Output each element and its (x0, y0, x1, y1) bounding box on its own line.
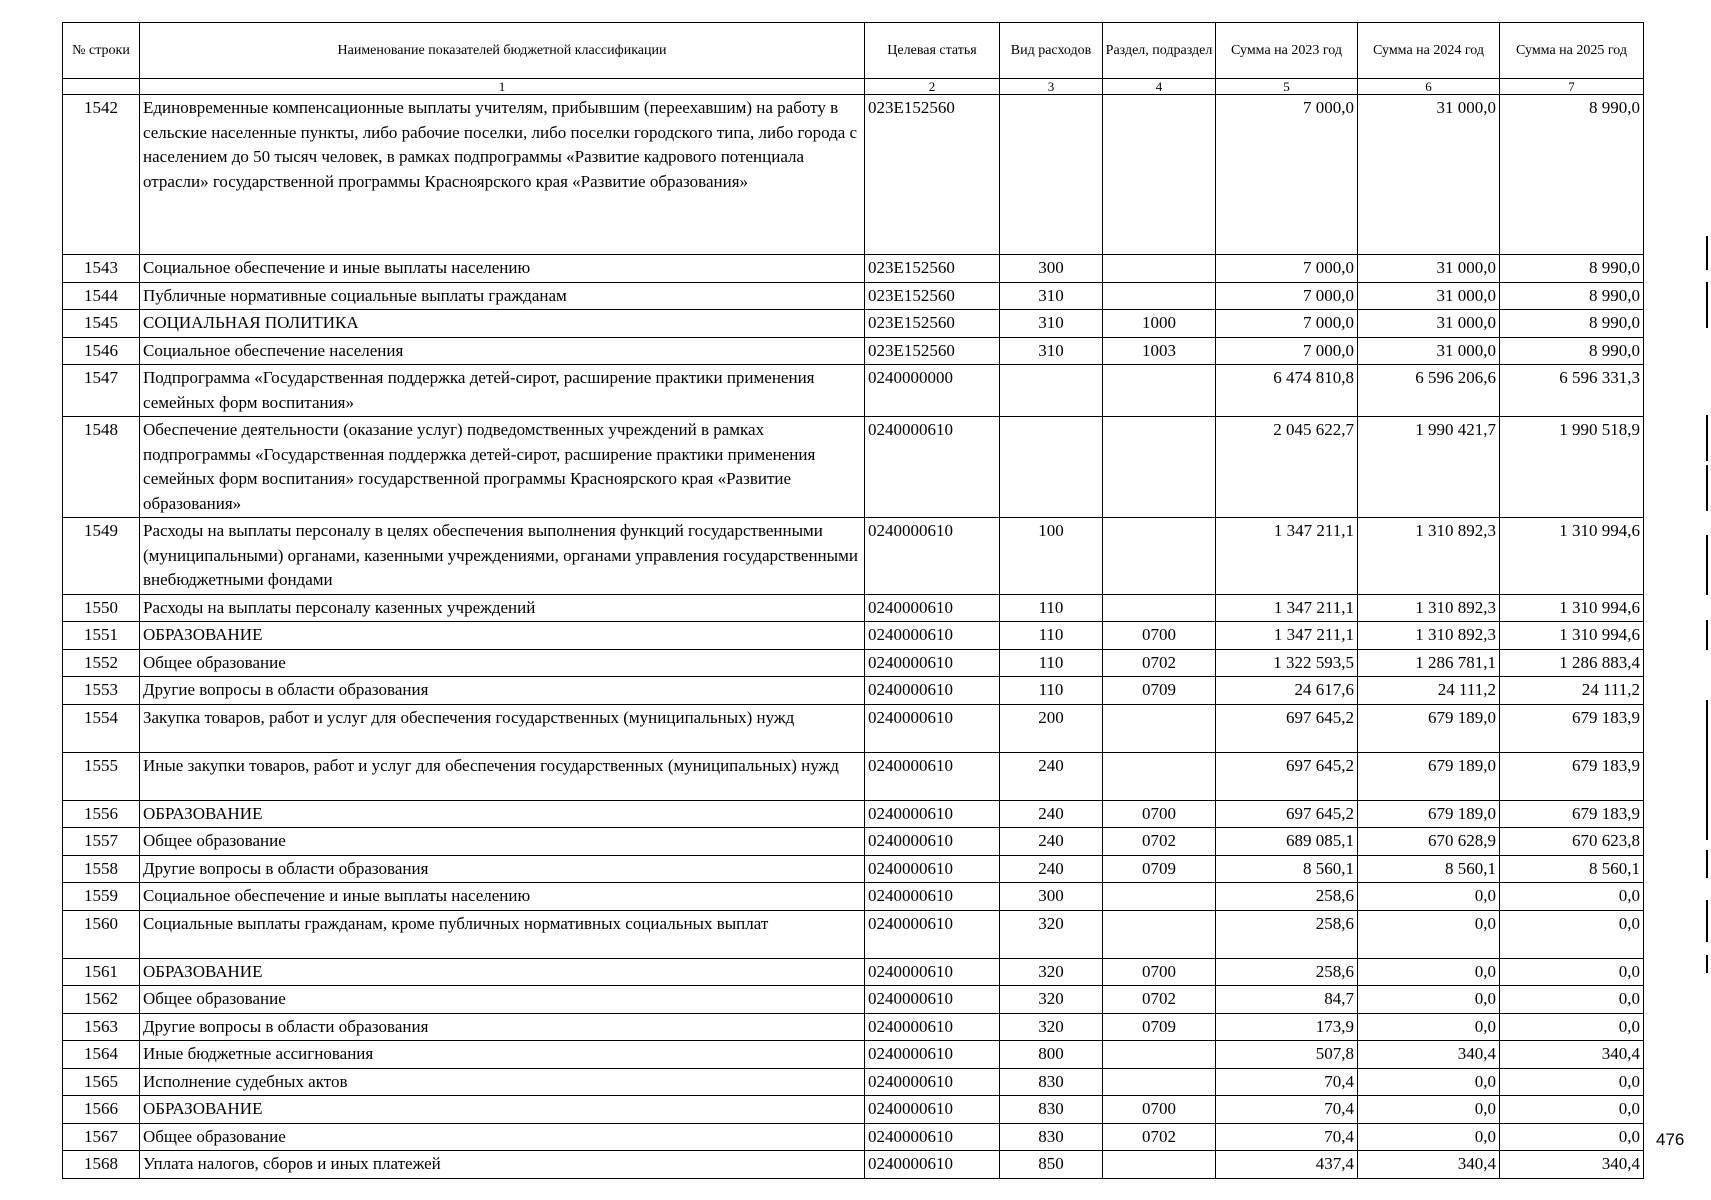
sum-2025: 8 990,0 (1500, 255, 1644, 283)
sum-2023: 689 085,1 (1216, 828, 1358, 856)
sum-2025: 8 990,0 (1500, 282, 1644, 310)
sum-2023: 7 000,0 (1216, 255, 1358, 283)
target-article: 0240000610 (865, 828, 1000, 856)
table-row (63, 752, 1644, 800)
sum-2025: 0,0 (1500, 1123, 1644, 1151)
expense-type: 100 (1000, 518, 1103, 595)
margin-mark (1706, 900, 1708, 942)
sum-2024: 679 189,0 (1358, 800, 1500, 828)
row-number: 1547 (63, 365, 140, 417)
section-code: 0702 (1103, 649, 1216, 677)
section-code (1103, 1068, 1216, 1096)
row-number: 1568 (63, 1151, 140, 1179)
table-row (63, 828, 1644, 856)
target-article: 023E152560 (865, 255, 1000, 283)
indicator-name: Единовременные компенсационные выплаты учителям, прибывшим (переехавшим) на работу в сельские населенные пункты, либо рабочие поселки, либо поселки городского типа, либо города с населением до 50 тысяч человек, в рамках подпрограммы «Развитие кадрового потенциала отрасли» государственной программы Красноярского края «Развитие образования» (140, 95, 865, 255)
expense-type: 800 (1000, 1041, 1103, 1069)
sum-2025: 0,0 (1500, 958, 1644, 986)
section-code (1103, 883, 1216, 911)
table-row (63, 594, 1644, 622)
indicator-name: Другие вопросы в области образования (140, 1013, 865, 1041)
header-name: Наименование показателей бюджетной классификации (140, 23, 865, 79)
indicator-name: Социальное обеспечение и иные выплаты населению (140, 883, 865, 911)
sum-2024: 31 000,0 (1358, 95, 1500, 255)
sum-2023: 258,6 (1216, 958, 1358, 986)
sum-2023: 8 560,1 (1216, 855, 1358, 883)
margin-mark (1706, 415, 1708, 461)
section-code (1103, 1151, 1216, 1179)
expense-type: 200 (1000, 704, 1103, 752)
indicator-name: Другие вопросы в области образования (140, 677, 865, 705)
row-number: 1543 (63, 255, 140, 283)
section-code (1103, 752, 1216, 800)
sum-2023: 7 000,0 (1216, 310, 1358, 338)
sum-2025: 6 596 331,3 (1500, 365, 1644, 417)
table-row (63, 282, 1644, 310)
section-code: 0709 (1103, 855, 1216, 883)
table-row (63, 1151, 1644, 1179)
sum-2024: 31 000,0 (1358, 282, 1500, 310)
sum-2023: 2 045 622,7 (1216, 417, 1358, 518)
sum-2023: 1 322 593,5 (1216, 649, 1358, 677)
header-section: Раздел, подраздел (1103, 23, 1216, 79)
header-sum-2024: Сумма на 2024 год (1358, 23, 1500, 79)
sum-2023: 70,4 (1216, 1123, 1358, 1151)
expense-type: 850 (1000, 1151, 1103, 1179)
indicator-name: ОБРАЗОВАНИЕ (140, 800, 865, 828)
header-sum-2023: Сумма на 2023 год (1216, 23, 1358, 79)
target-article: 0240000610 (865, 649, 1000, 677)
indicator-name: Общее образование (140, 828, 865, 856)
header-row-no: № строки (63, 23, 140, 79)
table-row (63, 1013, 1644, 1041)
table-row (63, 883, 1644, 911)
margin-mark (1706, 620, 1708, 650)
row-number: 1551 (63, 622, 140, 650)
indicator-name: СОЦИАЛЬНАЯ ПОЛИТИКА (140, 310, 865, 338)
indicator-name: Иные бюджетные ассигнования (140, 1041, 865, 1069)
header-sum-2025: Сумма на 2025 год (1500, 23, 1644, 79)
expense-type: 310 (1000, 310, 1103, 338)
expense-type: 110 (1000, 677, 1103, 705)
section-code: 1003 (1103, 337, 1216, 365)
table-row (63, 958, 1644, 986)
sum-2024: 0,0 (1358, 1068, 1500, 1096)
table-row (63, 1068, 1644, 1096)
sum-2023: 7 000,0 (1216, 95, 1358, 255)
expense-type (1000, 365, 1103, 417)
section-code (1103, 1041, 1216, 1069)
indicator-name: Подпрограмма «Государственная поддержка детей-сирот, расширение практики применения семейных форм воспитания» (140, 365, 865, 417)
sum-2023: 70,4 (1216, 1068, 1358, 1096)
colnum: 5 (1216, 79, 1358, 95)
row-number: 1560 (63, 910, 140, 958)
sum-2023: 697 645,2 (1216, 752, 1358, 800)
row-number: 1545 (63, 310, 140, 338)
table-row (63, 855, 1644, 883)
margin-mark (1706, 282, 1708, 328)
sum-2024: 31 000,0 (1358, 255, 1500, 283)
expense-type: 830 (1000, 1096, 1103, 1124)
sum-2025: 0,0 (1500, 910, 1644, 958)
sum-2023: 7 000,0 (1216, 337, 1358, 365)
sum-2025: 0,0 (1500, 1068, 1644, 1096)
section-code: 0700 (1103, 1096, 1216, 1124)
sum-2023: 697 645,2 (1216, 800, 1358, 828)
expense-type: 830 (1000, 1068, 1103, 1096)
indicator-name: Общее образование (140, 1123, 865, 1151)
row-number: 1564 (63, 1041, 140, 1069)
target-article: 0240000610 (865, 1013, 1000, 1041)
row-number: 1559 (63, 883, 140, 911)
sum-2025: 8 560,1 (1500, 855, 1644, 883)
colnum: 2 (865, 79, 1000, 95)
indicator-name: Публичные нормативные социальные выплаты гражданам (140, 282, 865, 310)
expense-type: 110 (1000, 594, 1103, 622)
table-row (63, 677, 1644, 705)
indicator-name: Общее образование (140, 986, 865, 1014)
expense-type: 310 (1000, 337, 1103, 365)
target-article: 023E152560 (865, 282, 1000, 310)
row-number: 1552 (63, 649, 140, 677)
colnum: 4 (1103, 79, 1216, 95)
sum-2023: 84,7 (1216, 986, 1358, 1014)
indicator-name: Социальное обеспечение населения (140, 337, 865, 365)
sum-2024: 679 189,0 (1358, 704, 1500, 752)
indicator-name: Другие вопросы в области образования (140, 855, 865, 883)
target-article: 023E152560 (865, 310, 1000, 338)
section-code: 0700 (1103, 958, 1216, 986)
row-number: 1566 (63, 1096, 140, 1124)
sum-2024: 340,4 (1358, 1041, 1500, 1069)
table-row (63, 417, 1644, 518)
expense-type: 320 (1000, 986, 1103, 1014)
row-number: 1567 (63, 1123, 140, 1151)
sum-2024: 31 000,0 (1358, 310, 1500, 338)
row-number: 1556 (63, 800, 140, 828)
table-row (63, 1041, 1644, 1069)
row-number: 1557 (63, 828, 140, 856)
target-article: 0240000610 (865, 594, 1000, 622)
sum-2024: 679 189,0 (1358, 752, 1500, 800)
header-row (63, 23, 1644, 79)
target-article: 0240000610 (865, 417, 1000, 518)
margin-mark (1706, 850, 1708, 878)
sum-2024: 8 560,1 (1358, 855, 1500, 883)
sum-2024: 0,0 (1358, 1096, 1500, 1124)
section-code (1103, 594, 1216, 622)
row-number: 1554 (63, 704, 140, 752)
expense-type: 240 (1000, 855, 1103, 883)
indicator-name: Исполнение судебных актов (140, 1068, 865, 1096)
sum-2025: 1 990 518,9 (1500, 417, 1644, 518)
section-code (1103, 95, 1216, 255)
page-number: 476 (1656, 1130, 1685, 1149)
sum-2025: 0,0 (1500, 883, 1644, 911)
sum-2025: 340,4 (1500, 1041, 1644, 1069)
section-code (1103, 255, 1216, 283)
section-code (1103, 518, 1216, 595)
margin-mark (1706, 535, 1708, 595)
margin-mark (1706, 465, 1708, 511)
target-article: 0240000610 (865, 910, 1000, 958)
section-code: 0702 (1103, 986, 1216, 1014)
row-number: 1561 (63, 958, 140, 986)
sum-2025: 679 183,9 (1500, 704, 1644, 752)
sum-2023: 258,6 (1216, 883, 1358, 911)
table-row (63, 704, 1644, 752)
section-code: 0709 (1103, 677, 1216, 705)
sum-2025: 670 623,8 (1500, 828, 1644, 856)
expense-type: 300 (1000, 883, 1103, 911)
sum-2024: 0,0 (1358, 910, 1500, 958)
indicator-name: ОБРАЗОВАНИЕ (140, 622, 865, 650)
sum-2023: 1 347 211,1 (1216, 594, 1358, 622)
sum-2023: 697 645,2 (1216, 704, 1358, 752)
sum-2025: 8 990,0 (1500, 95, 1644, 255)
indicator-name: Социальные выплаты гражданам, кроме публичных нормативных социальных выплат (140, 910, 865, 958)
target-article: 0240000610 (865, 1151, 1000, 1179)
target-article: 0240000610 (865, 1041, 1000, 1069)
indicator-name: Расходы на выплаты персоналу в целях обеспечения выполнения функций государственными (муниципальными) органами, казенными учреждениями, органами управления государственными внебюджетными фондами (140, 518, 865, 595)
budget-table (62, 22, 1644, 1179)
expense-type (1000, 95, 1103, 255)
table-row (63, 255, 1644, 283)
expense-type: 240 (1000, 800, 1103, 828)
sum-2025: 24 111,2 (1500, 677, 1644, 705)
sum-2025: 8 990,0 (1500, 310, 1644, 338)
sum-2024: 0,0 (1358, 883, 1500, 911)
row-number: 1553 (63, 677, 140, 705)
target-article: 0240000610 (865, 1068, 1000, 1096)
table-row (63, 95, 1644, 255)
sum-2024: 1 310 892,3 (1358, 518, 1500, 595)
sum-2024: 0,0 (1358, 1013, 1500, 1041)
expense-type: 240 (1000, 752, 1103, 800)
sum-2024: 1 990 421,7 (1358, 417, 1500, 518)
target-article: 0240000610 (865, 518, 1000, 595)
row-number: 1550 (63, 594, 140, 622)
row-number: 1546 (63, 337, 140, 365)
table-row (63, 622, 1644, 650)
table-row (63, 310, 1644, 338)
sum-2025: 1 310 994,6 (1500, 594, 1644, 622)
sum-2023: 1 347 211,1 (1216, 518, 1358, 595)
margin-mark (1706, 700, 1708, 840)
table-row (63, 1096, 1644, 1124)
target-article: 0240000610 (865, 800, 1000, 828)
sum-2023: 173,9 (1216, 1013, 1358, 1041)
indicator-name: Иные закупки товаров, работ и услуг для обеспечения государственных (муниципальных) нужд (140, 752, 865, 800)
indicator-name: Закупка товаров, работ и услуг для обеспечения государственных (муниципальных) нужд (140, 704, 865, 752)
sum-2025: 0,0 (1500, 1013, 1644, 1041)
colnum: 6 (1358, 79, 1500, 95)
row-number: 1548 (63, 417, 140, 518)
sum-2023: 7 000,0 (1216, 282, 1358, 310)
target-article: 0240000610 (865, 677, 1000, 705)
section-code (1103, 417, 1216, 518)
sum-2024: 1 310 892,3 (1358, 594, 1500, 622)
sum-2025: 0,0 (1500, 1096, 1644, 1124)
sum-2024: 24 111,2 (1358, 677, 1500, 705)
section-code (1103, 910, 1216, 958)
row-number: 1558 (63, 855, 140, 883)
sum-2024: 0,0 (1358, 1123, 1500, 1151)
colnum (63, 79, 140, 95)
sum-2024: 6 596 206,6 (1358, 365, 1500, 417)
sum-2024: 31 000,0 (1358, 337, 1500, 365)
table-row (63, 1123, 1644, 1151)
header-target: Целевая статья (865, 23, 1000, 79)
target-article: 0240000000 (865, 365, 1000, 417)
sum-2025: 679 183,9 (1500, 752, 1644, 800)
expense-type: 320 (1000, 1013, 1103, 1041)
row-number: 1555 (63, 752, 140, 800)
row-number: 1563 (63, 1013, 140, 1041)
row-number: 1562 (63, 986, 140, 1014)
margin-mark (1706, 955, 1708, 973)
sum-2023: 437,4 (1216, 1151, 1358, 1179)
section-code: 0700 (1103, 622, 1216, 650)
sum-2024: 670 628,9 (1358, 828, 1500, 856)
indicator-name: Социальное обеспечение и иные выплаты населению (140, 255, 865, 283)
sum-2023: 24 617,6 (1216, 677, 1358, 705)
sum-2024: 0,0 (1358, 958, 1500, 986)
sum-2023: 507,8 (1216, 1041, 1358, 1069)
target-article: 0240000610 (865, 1123, 1000, 1151)
target-article: 023E152560 (865, 95, 1000, 255)
sum-2025: 1 310 994,6 (1500, 518, 1644, 595)
table-row (63, 365, 1644, 417)
sum-2025: 679 183,9 (1500, 800, 1644, 828)
colnum: 1 (140, 79, 865, 95)
sum-2024: 1 286 781,1 (1358, 649, 1500, 677)
margin-mark (1706, 236, 1708, 270)
target-article: 0240000610 (865, 752, 1000, 800)
indicator-name: Расходы на выплаты персоналу казенных учреждений (140, 594, 865, 622)
sum-2025: 0,0 (1500, 986, 1644, 1014)
indicator-name: ОБРАЗОВАНИЕ (140, 958, 865, 986)
indicator-name: ОБРАЗОВАНИЕ (140, 1096, 865, 1124)
row-number: 1549 (63, 518, 140, 595)
expense-type: 320 (1000, 910, 1103, 958)
expense-type: 110 (1000, 649, 1103, 677)
target-article: 0240000610 (865, 622, 1000, 650)
section-code (1103, 704, 1216, 752)
indicator-name: Уплата налогов, сборов и иных платежей (140, 1151, 865, 1179)
target-article: 0240000610 (865, 704, 1000, 752)
expense-type: 110 (1000, 622, 1103, 650)
sum-2024: 0,0 (1358, 986, 1500, 1014)
section-code: 1000 (1103, 310, 1216, 338)
section-code (1103, 282, 1216, 310)
sum-2025: 8 990,0 (1500, 337, 1644, 365)
table-row (63, 986, 1644, 1014)
sum-2023: 70,4 (1216, 1096, 1358, 1124)
row-number: 1544 (63, 282, 140, 310)
target-article: 0240000610 (865, 986, 1000, 1014)
sum-2023: 1 347 211,1 (1216, 622, 1358, 650)
target-article: 023E152560 (865, 337, 1000, 365)
section-code: 0700 (1103, 800, 1216, 828)
sum-2024: 1 310 892,3 (1358, 622, 1500, 650)
sum-2025: 1 286 883,4 (1500, 649, 1644, 677)
row-number: 1565 (63, 1068, 140, 1096)
table-row (63, 518, 1644, 595)
section-code (1103, 365, 1216, 417)
expense-type: 310 (1000, 282, 1103, 310)
header-type: Вид расходов (1000, 23, 1103, 79)
column-number-row (63, 79, 1644, 95)
colnum: 7 (1500, 79, 1644, 95)
target-article: 0240000610 (865, 958, 1000, 986)
sum-2025: 340,4 (1500, 1151, 1644, 1179)
table-row (63, 800, 1644, 828)
colnum: 3 (1000, 79, 1103, 95)
section-code: 0709 (1103, 1013, 1216, 1041)
sum-2025: 1 310 994,6 (1500, 622, 1644, 650)
indicator-name: Общее образование (140, 649, 865, 677)
expense-type (1000, 417, 1103, 518)
target-article: 0240000610 (865, 855, 1000, 883)
sum-2024: 340,4 (1358, 1151, 1500, 1179)
section-code: 0702 (1103, 828, 1216, 856)
sum-2023: 258,6 (1216, 910, 1358, 958)
row-number: 1542 (63, 95, 140, 255)
expense-type: 240 (1000, 828, 1103, 856)
section-code: 0702 (1103, 1123, 1216, 1151)
table-row (63, 649, 1644, 677)
table-row (63, 337, 1644, 365)
expense-type: 300 (1000, 255, 1103, 283)
indicator-name: Обеспечение деятельности (оказание услуг) подведомственных учреждений в рамках подпрограммы «Государственная поддержка детей-сирот, расширение практики применения семейных форм воспитания» государственной программы Красноярского края «Развитие образования» (140, 417, 865, 518)
target-article: 0240000610 (865, 883, 1000, 911)
table-row (63, 910, 1644, 958)
target-article: 0240000610 (865, 1096, 1000, 1124)
expense-type: 830 (1000, 1123, 1103, 1151)
expense-type: 320 (1000, 958, 1103, 986)
sum-2023: 6 474 810,8 (1216, 365, 1358, 417)
